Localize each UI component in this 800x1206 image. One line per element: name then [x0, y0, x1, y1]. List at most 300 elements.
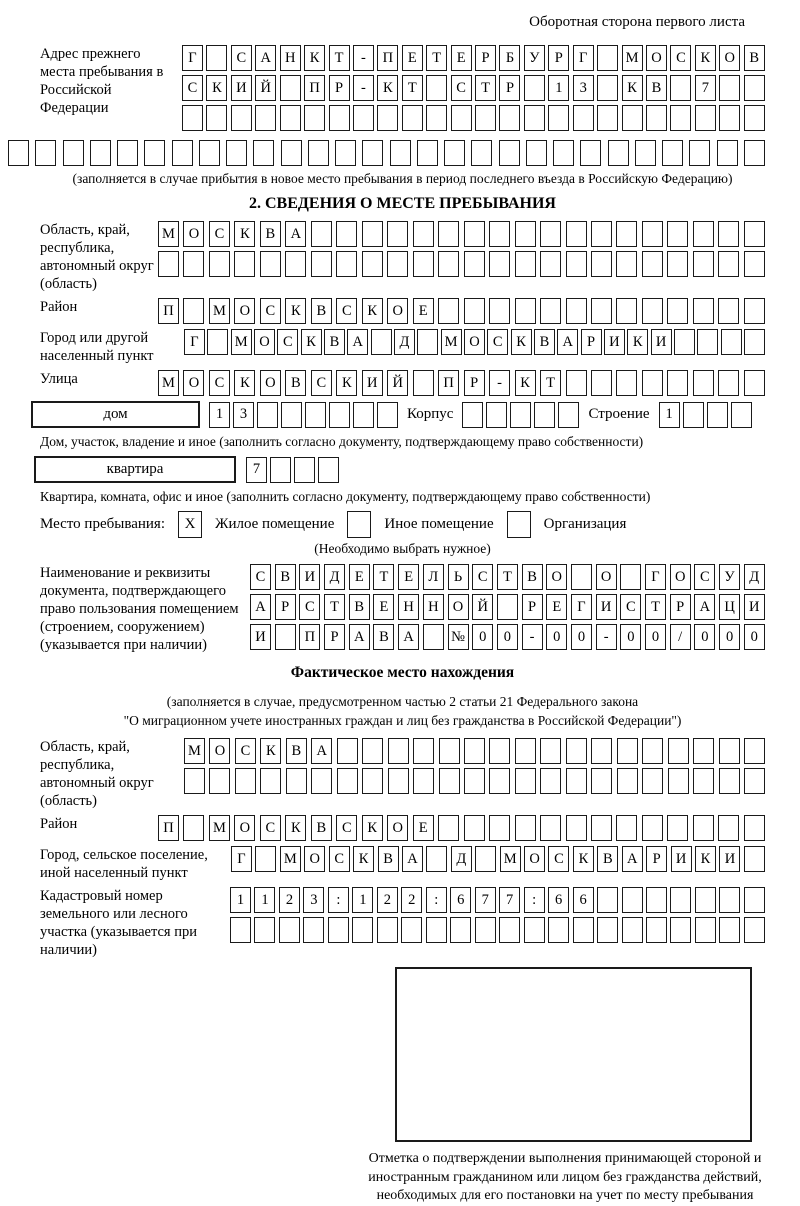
- char-cell[interactable]: [486, 402, 507, 428]
- char-cell[interactable]: Й: [472, 594, 493, 620]
- char-cell[interactable]: 1: [209, 402, 230, 428]
- char-cell[interactable]: [388, 768, 409, 794]
- char-cell[interactable]: С: [182, 75, 203, 101]
- char-cell[interactable]: [566, 298, 587, 324]
- char-cell[interactable]: [401, 917, 422, 943]
- char-cell[interactable]: [226, 140, 247, 166]
- char-cell[interactable]: Г: [184, 329, 205, 355]
- char-cell[interactable]: [693, 298, 714, 324]
- char-cell[interactable]: [608, 140, 629, 166]
- char-cell[interactable]: И: [604, 329, 625, 355]
- char-cell[interactable]: [270, 457, 291, 483]
- char-cell[interactable]: Р: [329, 75, 350, 101]
- char-cell[interactable]: [667, 221, 688, 247]
- char-cell[interactable]: Г: [573, 45, 594, 71]
- char-cell[interactable]: [744, 75, 765, 101]
- char-cell[interactable]: [693, 768, 714, 794]
- char-cell[interactable]: О: [670, 564, 691, 590]
- char-cell[interactable]: [184, 768, 205, 794]
- char-cell[interactable]: [515, 298, 536, 324]
- char-cell[interactable]: И: [651, 329, 672, 355]
- char-cell[interactable]: [362, 140, 383, 166]
- char-cell[interactable]: П: [158, 815, 179, 841]
- char-cell[interactable]: [697, 329, 718, 355]
- char-cell[interactable]: Д: [451, 846, 472, 872]
- char-cell[interactable]: [426, 105, 447, 131]
- char-cell[interactable]: [597, 887, 618, 913]
- char-cell[interactable]: [616, 221, 637, 247]
- char-cell[interactable]: [573, 105, 594, 131]
- char-cell[interactable]: Н: [423, 594, 444, 620]
- char-cell[interactable]: [464, 221, 485, 247]
- char-cell[interactable]: [8, 140, 29, 166]
- char-cell[interactable]: А: [285, 221, 306, 247]
- char-cell[interactable]: К: [362, 815, 383, 841]
- char-cell[interactable]: Р: [522, 594, 543, 620]
- char-cell[interactable]: [668, 768, 689, 794]
- char-cell[interactable]: Р: [581, 329, 602, 355]
- char-cell[interactable]: К: [260, 738, 281, 764]
- char-cell[interactable]: [304, 105, 325, 131]
- char-cell[interactable]: [580, 140, 601, 166]
- char-cell[interactable]: Б: [499, 45, 520, 71]
- char-cell[interactable]: К: [695, 45, 716, 71]
- char-cell[interactable]: С: [231, 45, 252, 71]
- char-cell[interactable]: С: [336, 815, 357, 841]
- char-cell[interactable]: [553, 140, 574, 166]
- char-cell[interactable]: Т: [475, 75, 496, 101]
- char-cell[interactable]: [444, 140, 465, 166]
- char-cell[interactable]: Р: [499, 75, 520, 101]
- char-cell[interactable]: 6: [548, 887, 569, 913]
- char-cell[interactable]: О: [646, 45, 667, 71]
- char-cell[interactable]: 0: [497, 624, 518, 650]
- char-cell[interactable]: [388, 738, 409, 764]
- char-cell[interactable]: Ь: [448, 564, 469, 590]
- char-cell[interactable]: О: [260, 370, 281, 396]
- char-cell[interactable]: 6: [450, 887, 471, 913]
- char-cell[interactable]: [540, 768, 561, 794]
- char-cell[interactable]: Т: [497, 564, 518, 590]
- char-cell[interactable]: Р: [475, 45, 496, 71]
- char-cell[interactable]: [286, 768, 307, 794]
- char-cell[interactable]: [515, 815, 536, 841]
- char-cell[interactable]: [489, 738, 510, 764]
- char-cell[interactable]: Р: [324, 624, 345, 650]
- char-cell[interactable]: [464, 298, 485, 324]
- char-cell[interactable]: [744, 846, 765, 872]
- char-cell[interactable]: [63, 140, 84, 166]
- char-cell[interactable]: [260, 768, 281, 794]
- char-cell[interactable]: [423, 624, 444, 650]
- char-cell[interactable]: [744, 370, 765, 396]
- char-cell[interactable]: А: [402, 846, 423, 872]
- char-cell[interactable]: [616, 370, 637, 396]
- char-cell[interactable]: В: [378, 846, 399, 872]
- char-cell[interactable]: М: [441, 329, 462, 355]
- char-cell[interactable]: [402, 105, 423, 131]
- char-cell[interactable]: [718, 251, 739, 277]
- char-cell[interactable]: Л: [423, 564, 444, 590]
- char-cell[interactable]: [695, 917, 716, 943]
- char-cell[interactable]: 0: [645, 624, 666, 650]
- char-cell[interactable]: [371, 329, 392, 355]
- char-cell[interactable]: [209, 768, 230, 794]
- char-cell[interactable]: Е: [398, 564, 419, 590]
- char-cell[interactable]: [670, 917, 691, 943]
- char-cell[interactable]: [667, 815, 688, 841]
- char-cell[interactable]: [144, 140, 165, 166]
- char-cell[interactable]: А: [250, 594, 271, 620]
- char-cell[interactable]: [275, 624, 296, 650]
- char-cell[interactable]: [662, 140, 683, 166]
- char-cell[interactable]: Г: [645, 564, 666, 590]
- char-cell[interactable]: А: [255, 45, 276, 71]
- char-cell[interactable]: [524, 105, 545, 131]
- char-cell[interactable]: М: [209, 298, 230, 324]
- char-cell[interactable]: [693, 221, 714, 247]
- char-cell[interactable]: 3: [233, 402, 254, 428]
- char-cell[interactable]: Е: [451, 45, 472, 71]
- char-cell[interactable]: [510, 402, 531, 428]
- char-cell[interactable]: [515, 251, 536, 277]
- char-cell[interactable]: У: [719, 564, 740, 590]
- char-cell[interactable]: С: [472, 564, 493, 590]
- char-cell[interactable]: [718, 815, 739, 841]
- char-cell[interactable]: [294, 457, 315, 483]
- char-cell[interactable]: [183, 815, 204, 841]
- char-cell[interactable]: [353, 105, 374, 131]
- char-cell[interactable]: :: [426, 887, 447, 913]
- char-cell[interactable]: [591, 251, 612, 277]
- char-cell[interactable]: 2: [401, 887, 422, 913]
- char-cell[interactable]: С: [277, 329, 298, 355]
- char-cell[interactable]: [674, 329, 695, 355]
- char-cell[interactable]: Т: [329, 45, 350, 71]
- char-cell[interactable]: [209, 251, 230, 277]
- char-cell[interactable]: [280, 105, 301, 131]
- char-cell[interactable]: [707, 402, 728, 428]
- char-cell[interactable]: [362, 251, 383, 277]
- char-cell[interactable]: [464, 815, 485, 841]
- char-cell[interactable]: [489, 768, 510, 794]
- checkbox-zhiloye-pomeshchenie[interactable]: X: [178, 511, 202, 538]
- char-cell[interactable]: 0: [571, 624, 592, 650]
- char-cell[interactable]: [489, 221, 510, 247]
- char-cell[interactable]: Т: [540, 370, 561, 396]
- char-cell[interactable]: П: [299, 624, 320, 650]
- char-cell[interactable]: [475, 917, 496, 943]
- char-cell[interactable]: [438, 298, 459, 324]
- char-cell[interactable]: [540, 251, 561, 277]
- char-cell[interactable]: Р: [548, 45, 569, 71]
- char-cell[interactable]: [377, 402, 398, 428]
- char-cell[interactable]: М: [184, 738, 205, 764]
- char-cell[interactable]: [475, 105, 496, 131]
- char-cell[interactable]: [257, 402, 278, 428]
- char-cell[interactable]: [534, 402, 555, 428]
- char-cell[interactable]: [90, 140, 111, 166]
- char-cell[interactable]: [635, 140, 656, 166]
- char-cell[interactable]: В: [285, 370, 306, 396]
- char-cell[interactable]: О: [448, 594, 469, 620]
- char-cell[interactable]: 1: [659, 402, 680, 428]
- char-cell[interactable]: [281, 140, 302, 166]
- char-cell[interactable]: [616, 298, 637, 324]
- char-cell[interactable]: О: [524, 846, 545, 872]
- char-cell[interactable]: [305, 402, 326, 428]
- char-cell[interactable]: [489, 815, 510, 841]
- char-cell[interactable]: [693, 370, 714, 396]
- char-cell[interactable]: [719, 768, 740, 794]
- char-cell[interactable]: [591, 738, 612, 764]
- char-cell[interactable]: [642, 370, 663, 396]
- char-cell[interactable]: Й: [255, 75, 276, 101]
- char-cell[interactable]: [693, 251, 714, 277]
- char-cell[interactable]: [744, 105, 765, 131]
- char-cell[interactable]: В: [522, 564, 543, 590]
- char-cell[interactable]: [642, 221, 663, 247]
- char-cell[interactable]: [617, 738, 638, 764]
- char-cell[interactable]: С: [209, 221, 230, 247]
- char-cell[interactable]: [207, 329, 228, 355]
- char-cell[interactable]: [230, 917, 251, 943]
- char-cell[interactable]: Е: [546, 594, 567, 620]
- char-cell[interactable]: [667, 370, 688, 396]
- char-cell[interactable]: :: [524, 887, 545, 913]
- char-cell[interactable]: [329, 105, 350, 131]
- char-cell[interactable]: 0: [546, 624, 567, 650]
- char-cell[interactable]: -: [489, 370, 510, 396]
- char-cell[interactable]: [471, 140, 492, 166]
- char-cell[interactable]: [199, 140, 220, 166]
- char-cell[interactable]: [731, 402, 752, 428]
- char-cell[interactable]: [695, 887, 716, 913]
- char-cell[interactable]: Г: [231, 846, 252, 872]
- char-cell[interactable]: [235, 768, 256, 794]
- char-cell[interactable]: И: [744, 594, 765, 620]
- char-cell[interactable]: Р: [275, 594, 296, 620]
- char-cell[interactable]: [377, 105, 398, 131]
- char-cell[interactable]: [591, 298, 612, 324]
- checkbox-inoye-pomeshchenie[interactable]: [347, 511, 371, 538]
- char-cell[interactable]: [622, 917, 643, 943]
- char-cell[interactable]: О: [546, 564, 567, 590]
- char-cell[interactable]: А: [398, 624, 419, 650]
- char-cell[interactable]: [387, 251, 408, 277]
- char-cell[interactable]: [524, 75, 545, 101]
- char-cell[interactable]: [566, 251, 587, 277]
- char-cell[interactable]: В: [349, 594, 370, 620]
- char-cell[interactable]: Е: [413, 298, 434, 324]
- char-cell[interactable]: [464, 251, 485, 277]
- char-cell[interactable]: К: [304, 45, 325, 71]
- char-cell[interactable]: [693, 738, 714, 764]
- char-cell[interactable]: К: [362, 298, 383, 324]
- char-cell[interactable]: О: [596, 564, 617, 590]
- char-cell[interactable]: Г: [182, 45, 203, 71]
- char-cell[interactable]: И: [719, 846, 740, 872]
- char-cell[interactable]: [497, 594, 518, 620]
- char-cell[interactable]: [280, 75, 301, 101]
- char-cell[interactable]: [558, 402, 579, 428]
- char-cell[interactable]: [206, 45, 227, 71]
- char-cell[interactable]: [462, 402, 483, 428]
- char-cell[interactable]: [744, 768, 765, 794]
- char-cell[interactable]: В: [311, 815, 332, 841]
- char-cell[interactable]: [260, 251, 281, 277]
- char-cell[interactable]: 2: [279, 887, 300, 913]
- char-cell[interactable]: [744, 738, 765, 764]
- char-cell[interactable]: Е: [373, 594, 394, 620]
- char-cell[interactable]: Е: [349, 564, 370, 590]
- char-cell[interactable]: В: [260, 221, 281, 247]
- char-cell[interactable]: С: [329, 846, 350, 872]
- char-cell[interactable]: [721, 329, 742, 355]
- char-cell[interactable]: [719, 738, 740, 764]
- char-cell[interactable]: [616, 815, 637, 841]
- char-cell[interactable]: 0: [472, 624, 493, 650]
- char-cell[interactable]: В: [597, 846, 618, 872]
- char-cell[interactable]: [622, 887, 643, 913]
- char-cell[interactable]: М: [209, 815, 230, 841]
- char-cell[interactable]: О: [254, 329, 275, 355]
- char-cell[interactable]: [591, 221, 612, 247]
- char-cell[interactable]: С: [260, 815, 281, 841]
- char-cell[interactable]: С: [694, 564, 715, 590]
- char-cell[interactable]: [719, 917, 740, 943]
- char-cell[interactable]: [642, 298, 663, 324]
- char-cell[interactable]: [489, 251, 510, 277]
- char-cell[interactable]: -: [522, 624, 543, 650]
- char-cell[interactable]: [719, 887, 740, 913]
- char-cell[interactable]: :: [328, 887, 349, 913]
- char-cell[interactable]: [642, 251, 663, 277]
- char-cell[interactable]: [311, 251, 332, 277]
- char-cell[interactable]: [362, 738, 383, 764]
- char-cell[interactable]: С: [548, 846, 569, 872]
- char-cell[interactable]: [426, 846, 447, 872]
- char-cell[interactable]: 2: [377, 887, 398, 913]
- char-cell[interactable]: 0: [620, 624, 641, 650]
- char-cell[interactable]: [646, 887, 667, 913]
- char-cell[interactable]: В: [275, 564, 296, 590]
- char-cell[interactable]: 3: [303, 887, 324, 913]
- char-cell[interactable]: [464, 738, 485, 764]
- char-cell[interactable]: Н: [280, 45, 301, 71]
- char-cell[interactable]: [308, 140, 329, 166]
- char-cell[interactable]: [438, 815, 459, 841]
- char-cell[interactable]: [566, 221, 587, 247]
- char-cell[interactable]: [328, 917, 349, 943]
- char-cell[interactable]: [667, 251, 688, 277]
- char-cell[interactable]: [744, 917, 765, 943]
- char-cell[interactable]: К: [573, 846, 594, 872]
- char-cell[interactable]: С: [451, 75, 472, 101]
- char-cell[interactable]: [413, 768, 434, 794]
- char-cell[interactable]: [285, 251, 306, 277]
- char-cell[interactable]: И: [231, 75, 252, 101]
- char-cell[interactable]: И: [596, 594, 617, 620]
- char-cell[interactable]: Ц: [719, 594, 740, 620]
- char-cell[interactable]: [642, 815, 663, 841]
- char-cell[interactable]: О: [183, 370, 204, 396]
- char-cell[interactable]: О: [387, 815, 408, 841]
- char-cell[interactable]: [566, 370, 587, 396]
- char-cell[interactable]: Е: [413, 815, 434, 841]
- char-cell[interactable]: [646, 917, 667, 943]
- char-cell[interactable]: [311, 221, 332, 247]
- char-cell[interactable]: [719, 75, 740, 101]
- char-cell[interactable]: С: [620, 594, 641, 620]
- char-cell[interactable]: [417, 140, 438, 166]
- char-cell[interactable]: О: [234, 298, 255, 324]
- char-cell[interactable]: [183, 251, 204, 277]
- char-cell[interactable]: [362, 221, 383, 247]
- char-cell[interactable]: В: [373, 624, 394, 650]
- char-cell[interactable]: В: [744, 45, 765, 71]
- char-cell[interactable]: Р: [646, 846, 667, 872]
- char-cell[interactable]: [387, 221, 408, 247]
- char-cell[interactable]: Т: [645, 594, 666, 620]
- char-cell[interactable]: 7: [695, 75, 716, 101]
- char-cell[interactable]: К: [234, 221, 255, 247]
- char-cell[interactable]: М: [500, 846, 521, 872]
- char-cell[interactable]: К: [285, 815, 306, 841]
- char-cell[interactable]: О: [304, 846, 325, 872]
- char-cell[interactable]: [526, 140, 547, 166]
- char-cell[interactable]: [689, 140, 710, 166]
- char-cell[interactable]: [336, 221, 357, 247]
- char-cell[interactable]: [540, 221, 561, 247]
- char-cell[interactable]: [566, 768, 587, 794]
- char-cell[interactable]: [591, 815, 612, 841]
- char-cell[interactable]: И: [299, 564, 320, 590]
- char-cell[interactable]: [540, 815, 561, 841]
- char-cell[interactable]: [597, 75, 618, 101]
- char-cell[interactable]: [172, 140, 193, 166]
- char-cell[interactable]: 7: [475, 887, 496, 913]
- char-cell[interactable]: А: [349, 624, 370, 650]
- char-cell[interactable]: [616, 251, 637, 277]
- char-cell[interactable]: [281, 402, 302, 428]
- char-cell[interactable]: О: [183, 221, 204, 247]
- char-cell[interactable]: Т: [426, 45, 447, 71]
- char-cell[interactable]: -: [353, 45, 374, 71]
- char-cell[interactable]: [642, 768, 663, 794]
- char-cell[interactable]: Д: [394, 329, 415, 355]
- char-cell[interactable]: [597, 917, 618, 943]
- char-cell[interactable]: [719, 105, 740, 131]
- char-cell[interactable]: [744, 887, 765, 913]
- char-cell[interactable]: [255, 105, 276, 131]
- char-cell[interactable]: К: [285, 298, 306, 324]
- char-cell[interactable]: /: [670, 624, 691, 650]
- char-cell[interactable]: [667, 298, 688, 324]
- char-cell[interactable]: [413, 221, 434, 247]
- char-cell[interactable]: [548, 105, 569, 131]
- char-cell[interactable]: [426, 75, 447, 101]
- char-cell[interactable]: С: [487, 329, 508, 355]
- char-cell[interactable]: В: [324, 329, 345, 355]
- char-cell[interactable]: [548, 917, 569, 943]
- char-cell[interactable]: [390, 140, 411, 166]
- char-cell[interactable]: А: [347, 329, 368, 355]
- char-cell[interactable]: [566, 738, 587, 764]
- char-cell[interactable]: [362, 768, 383, 794]
- char-cell[interactable]: К: [622, 75, 643, 101]
- char-cell[interactable]: К: [627, 329, 648, 355]
